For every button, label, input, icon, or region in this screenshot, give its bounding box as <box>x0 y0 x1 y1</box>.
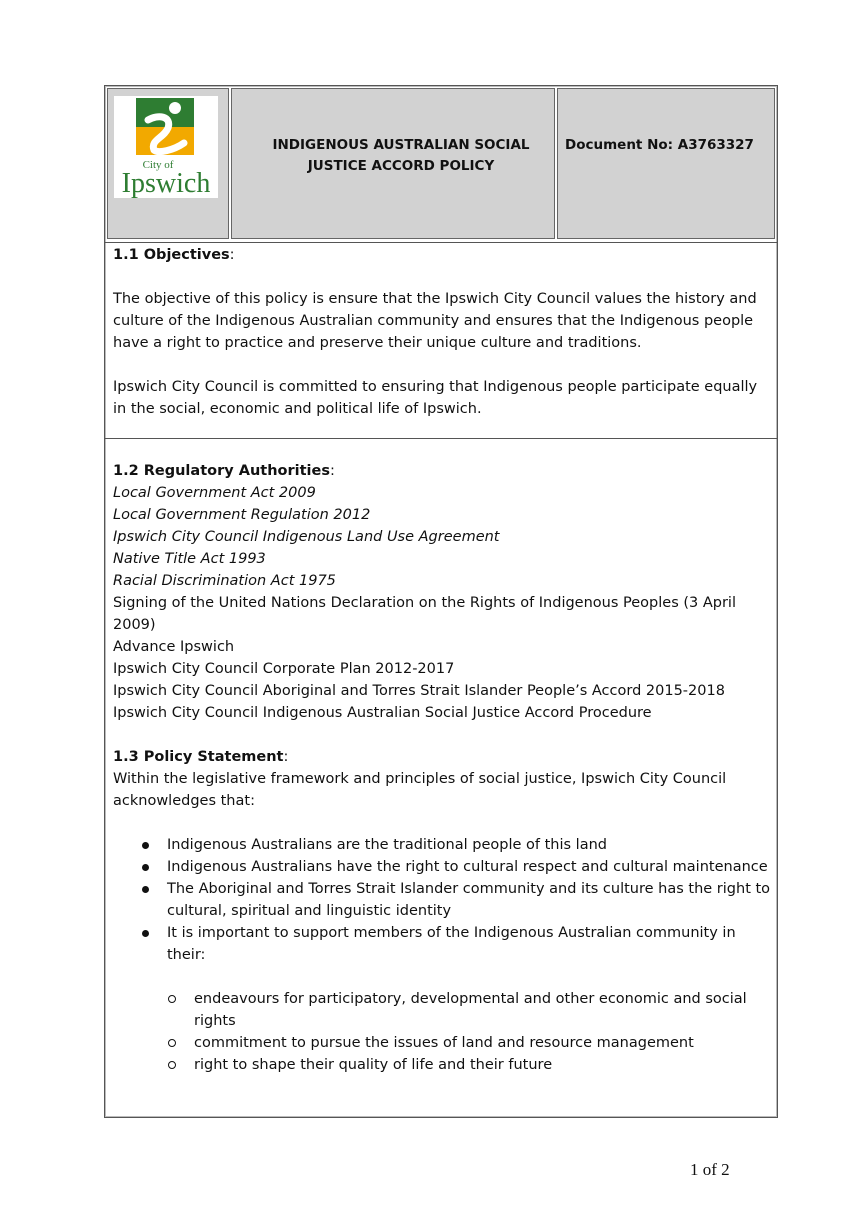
policy-intro <box>113 768 773 812</box>
text-line: have a right to practice and preserve their unique culture and traditions. <box>113 335 642 351</box>
policy-bullet-list <box>113 834 773 966</box>
bullet-icon <box>142 930 149 937</box>
title-cell <box>231 88 555 239</box>
objectives-heading <box>113 244 773 266</box>
list-item <box>113 1054 773 1076</box>
text-line: The Aboriginal and Torres Strait Islander community and its culture has the right to <box>167 881 771 897</box>
objectives-paragraph-1 <box>113 288 773 354</box>
text-line: cultural, spiritual and linguistic identity <box>167 903 452 919</box>
logo-ipswich-text: Ipswich <box>121 168 211 198</box>
policy-document-frame <box>104 85 778 1118</box>
bullet-icon <box>142 864 149 871</box>
regulatory-item: Ipswich City Council Indigenous Australian Social Justice Accord Procedure <box>113 705 652 721</box>
text-line: It is important to support members of the Indigenous Australian community in <box>167 925 736 941</box>
list-item <box>113 922 773 966</box>
document-title <box>266 135 536 177</box>
list-item <box>113 1032 773 1054</box>
regulatory-item: Native Title Act 1993 <box>113 551 266 567</box>
text-line: commitment to pursue the issues of land and resource management <box>194 1035 694 1051</box>
logo-cell <box>107 88 229 239</box>
objectives-colon: : <box>229 247 235 263</box>
text-line: Within the legislative framework and principles of social justice, Ipswich City Council <box>113 771 727 787</box>
objectives-heading-text: 1.1 Objectives <box>113 247 230 263</box>
objectives-paragraph-2 <box>113 376 773 420</box>
bullet-icon <box>142 886 149 893</box>
document-header <box>105 86 777 243</box>
regulatory-item: 2009) <box>113 617 156 633</box>
regulatory-heading-text: 1.2 Regulatory Authorities <box>113 463 330 479</box>
text-line: Indigenous Australians have the right to cultural respect and cultural maintenance <box>167 859 768 875</box>
regulatory-item: Local Government Regulation 2012 <box>113 507 371 523</box>
document-number-cell <box>557 88 775 239</box>
text-line: rights <box>194 1013 236 1029</box>
list-item <box>113 988 773 1032</box>
text-line: their: <box>167 947 206 963</box>
regulatory-item: Racial Discrimination Act 1975 <box>113 573 336 589</box>
city-of-ipswich-logo <box>114 96 218 198</box>
text-line: Indigenous Australians are the traditional people of this land <box>167 837 607 853</box>
text-line: acknowledges that: <box>113 793 255 809</box>
text-line: Ipswich City Council is committed to ensuring that Indigenous people participate equally <box>113 379 758 395</box>
circle-bullet-icon <box>168 1061 176 1069</box>
text-line: The objective of this policy is ensure that the Ipswich City Council values the history and <box>113 291 757 307</box>
policy-colon: : <box>283 749 289 765</box>
bullet-icon <box>142 842 149 849</box>
regulatory-item: Ipswich City Council Aboriginal and Torres Strait Islander People’s Accord 2015-2018 <box>113 683 725 699</box>
text-line: right to shape their quality of life and their future <box>194 1057 553 1073</box>
text-line: culture of the Indigenous Australian community and ensures that the Indigenous people <box>113 313 754 329</box>
circle-bullet-icon <box>168 995 176 1003</box>
regulatory-and-policy-section <box>113 460 773 1076</box>
regulatory-item: Advance Ipswich <box>113 639 235 655</box>
regulatory-colon: : <box>329 463 335 479</box>
section-divider <box>105 438 777 439</box>
list-item <box>113 856 773 878</box>
regulatory-item: Local Government Act 2009 <box>113 485 316 501</box>
page-number: 1 of 2 <box>690 1160 730 1179</box>
logo-mark-icon <box>114 96 218 198</box>
policy-heading <box>113 746 773 768</box>
title-line-2: JUSTICE ACCORD POLICY <box>307 158 495 174</box>
title-line-1: INDIGENOUS AUSTRALIAN SOCIAL <box>272 137 530 153</box>
circle-bullet-icon <box>168 1039 176 1047</box>
list-item <box>113 878 773 922</box>
regulatory-item: Ipswich City Council Corporate Plan 2012-2017 <box>113 661 455 677</box>
regulatory-heading <box>113 460 773 482</box>
document-number: Document No: A3763327 <box>565 137 754 153</box>
objectives-section <box>113 244 773 420</box>
logo-city-of-text: City of <box>142 159 174 171</box>
policy-sub-bullet-list <box>113 988 773 1076</box>
regulatory-item: Ipswich City Council Indigenous Land Use Agreement <box>113 529 500 545</box>
list-item <box>113 834 773 856</box>
text-line: in the social, economic and political life of Ipswich. <box>113 401 482 417</box>
regulatory-item: Signing of the United Nations Declaration on the Rights of Indigenous Peoples (3 April <box>113 595 736 611</box>
policy-heading-text: 1.3 Policy Statement <box>113 749 284 765</box>
text-line: endeavours for participatory, developmental and other economic and social <box>194 991 747 1007</box>
